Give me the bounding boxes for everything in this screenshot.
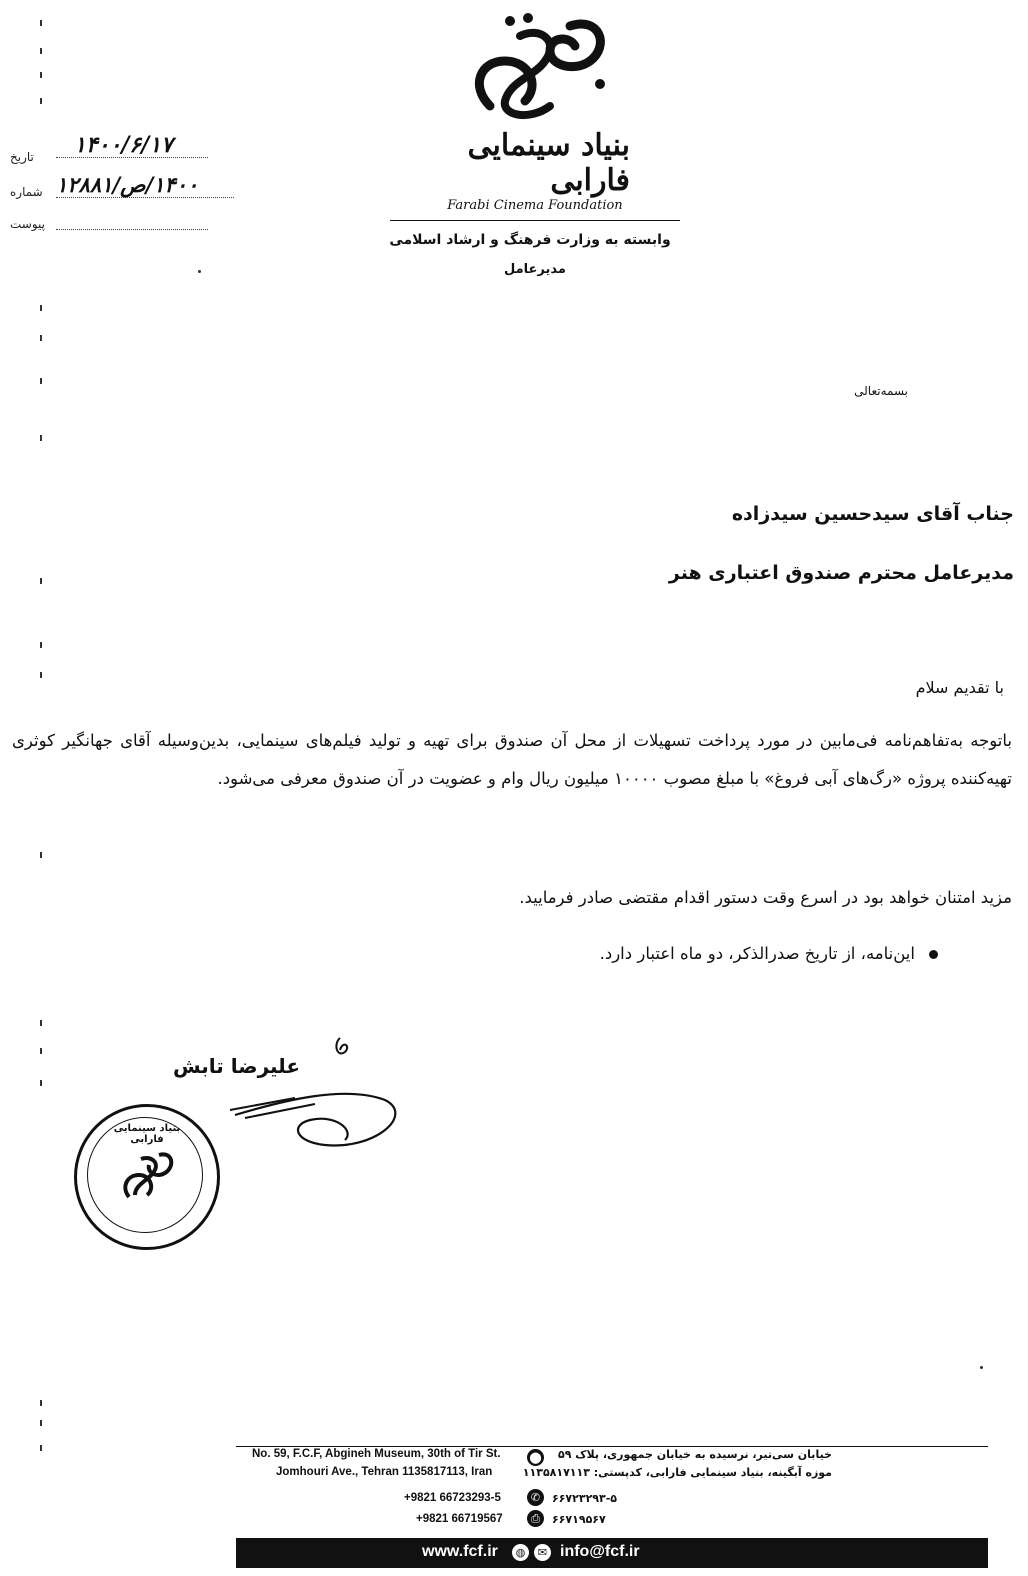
number-value: ۱۴۰۰/ص/۱۲۸۸۱ xyxy=(56,172,199,197)
greeting: با تقدیم سلام xyxy=(915,678,1004,697)
footer-address-fa-1: خیابان سی‌تیر، نرسیده به خیابان جمهوری، پلاک ۵۹ xyxy=(558,1448,832,1461)
number-label: شماره xyxy=(10,185,43,199)
validity-note xyxy=(238,944,938,963)
org-name-en: Farabi Cinema Foundation xyxy=(447,198,623,213)
footer-address-en-1: No. 59, F.C.F, Abgineh Museum, 30th of Tir St. xyxy=(252,1448,501,1460)
affiliation: وابسته به وزارت فرهنگ و ارشاد اسلامی xyxy=(389,232,671,248)
footer-phone-en: +9821 66723293-5 xyxy=(404,1492,501,1504)
office-title: مدیرعامل xyxy=(504,262,566,277)
date-label: تاریخ xyxy=(10,150,34,164)
website-link[interactable]: www.fcf.ir xyxy=(422,1543,498,1560)
validity-text: این‌نامه، از تاریخ صدرالذکر، دو ماه اعتبار دارد. xyxy=(599,944,915,963)
footer-fax-en: +9821 66719567 xyxy=(416,1513,503,1525)
attachment-label: پیوست xyxy=(10,217,45,231)
letterhead xyxy=(389,0,671,290)
phone-icon: ✆ xyxy=(527,1489,544,1506)
seal-text: بنیاد سینمایی فارابی xyxy=(113,1123,181,1145)
globe-icon: ◍ xyxy=(512,1544,529,1561)
recipient-name: جناب آقای سیدحسین سیدزاده xyxy=(731,503,1014,525)
footer-fax-fa: ۶۶۷۱۹۵۶۷ xyxy=(552,1513,606,1526)
footer-web-bar xyxy=(236,1538,988,1568)
footer-address-fa-2: موزه آبگینه، بنیاد سینمایی فارابی، کدپستی: ۱۱۳۵۸۱۷۱۱۳ xyxy=(522,1466,832,1479)
bullet-icon xyxy=(929,950,938,959)
signature-scribble xyxy=(225,1030,425,1160)
header-meta xyxy=(6,130,236,240)
salutation: بسمه‌تعالی xyxy=(854,384,908,398)
date-value: ۱۴۰۰/۶/۱۷ xyxy=(74,132,173,158)
body-paragraph: باتوجه به‌تفاهم‌نامه فی‌مابین در مورد پرداخت تسهیلات از محل آن صندوق برای تهیه و تولید فیلم‌های سینمایی، بدین‌وسیله آقای جهانگیر کوثری تهیه‌کننده پروژه «رگ‌های آبی فروغ» با مبلغ مصوب ۱۰۰۰۰ میلیون ریال وام و عضویت در آن صندوق معرفی می‌شود. xyxy=(12,731,1012,788)
footer-phone-fa: ۶۶۷۲۳۲۹۳-۵ xyxy=(552,1492,617,1505)
org-name-fa: بنیاد سینمایی فارابی xyxy=(467,128,630,198)
location-icon: ⬤ xyxy=(527,1449,544,1466)
fax-icon: ⎙ xyxy=(527,1510,544,1527)
official-seal xyxy=(74,1104,220,1250)
footer-address-en-2: Jomhouri Ave., Tehran 1135817113, Iran xyxy=(276,1466,493,1478)
recipient-title: مدیرعامل محترم صندوق اعتباری هنر xyxy=(668,562,1014,584)
email-link[interactable]: info@fcf.ir xyxy=(560,1543,640,1560)
request-line: مزید امتنان خواهد بود در اسرع وقت دستور اقدام مقتضی صادر فرمایید. xyxy=(519,888,1012,907)
signer-name: علیرضا تابش xyxy=(172,1054,300,1078)
email-icon: ✉ xyxy=(534,1544,551,1561)
foundation-logo xyxy=(450,6,620,126)
footer-rule xyxy=(236,1446,988,1447)
